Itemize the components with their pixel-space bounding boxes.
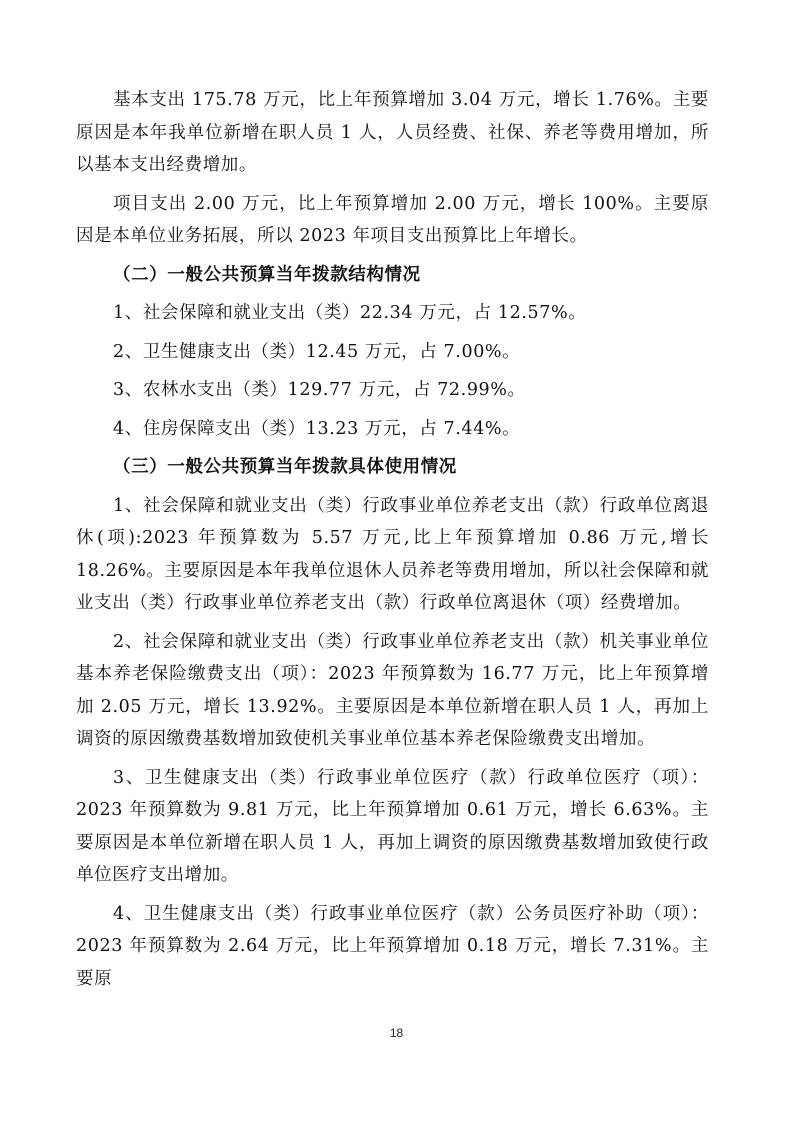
document-body — [76, 84, 709, 1001]
project-expense-paragraph: 项目支出 2.00 万元，比上年预算增加 2.00 万元，增长 100%。主要原因是本单位业务拓展，所以 2023 年项目支出预算比上年增长。 — [76, 193, 709, 246]
usage-paragraph: 2、社会保障和就业支出（类）行政事业单位养老支出（款）机关事业单位基本养老保险缴费支出（项）：2023 年预算数为 16.77 万元，比上年预算增加 2.05 万元，增长 13.92%。主要原因是本单位新增在职人员 1 人，再加上调资的原因缴费基数增加致使机关事业单位基本养老保险缴费支出增加。 — [76, 631, 709, 749]
basic-expense-paragraph: 基本支出 175.78 万元，比上年预算增加 3.04 万元，增长 1.76%。主要原因是本年我单位新增在职人员 1 人，人员经费、社保、养老等费用增加，所以基本支出经费增加。 — [76, 90, 709, 175]
section-heading-structure: （二）一般公共预算当年拨款结构情况 — [113, 264, 421, 285]
usage-paragraph: 4、卫生健康支出（类）行政事业单位医疗（款）公务员医疗补助（项）：2023 年预算数为 2.64 万元，比上年预算增加 0.18 万元，增长 7.31%。主要原 — [76, 903, 709, 989]
section-heading-usage: （三）一般公共预算当年拨款具体使用情况 — [113, 457, 457, 477]
usage-paragraph: 3、卫生健康支出（类）行政事业单位医疗（款）行政单位医疗（项）：2023 年预算数为 9.81 万元，比上年预算增加 0.61 万元，增长 6.63%。主要原因是本单位新增在职人员 1 人，再加上调资的原因缴费基数增加致使行政单位医疗支出增加。 — [76, 767, 709, 885]
list-item: 4、住房保障支出（类）13.23 万元，占 7.44%。 — [113, 418, 521, 439]
page-number: 18 — [389, 1026, 404, 1040]
usage-paragraph: 1、社会保障和就业支出（类）行政事业单位养老支出（款）行政单位离退休(项):2023 年预算数为 5.57 万元,比上年预算增加 0.86 万元,增长 18.26%。主要原因是本年我单位退休人员养老等费用增加，所以社会保障和就业支出（类）行政事业单位养老支出（款）行政单位离退休（项）经费增加。 — [76, 495, 709, 613]
list-item: 3、农林水支出（类）129.77 万元，占 72.99%。 — [113, 380, 526, 400]
list-item: 2、卫生健康支出（类）12.45 万元，占 7.00%。 — [113, 341, 521, 362]
list-item: 1、社会保障和就业支出（类）22.34 万元，占 12.57%。 — [113, 303, 587, 323]
